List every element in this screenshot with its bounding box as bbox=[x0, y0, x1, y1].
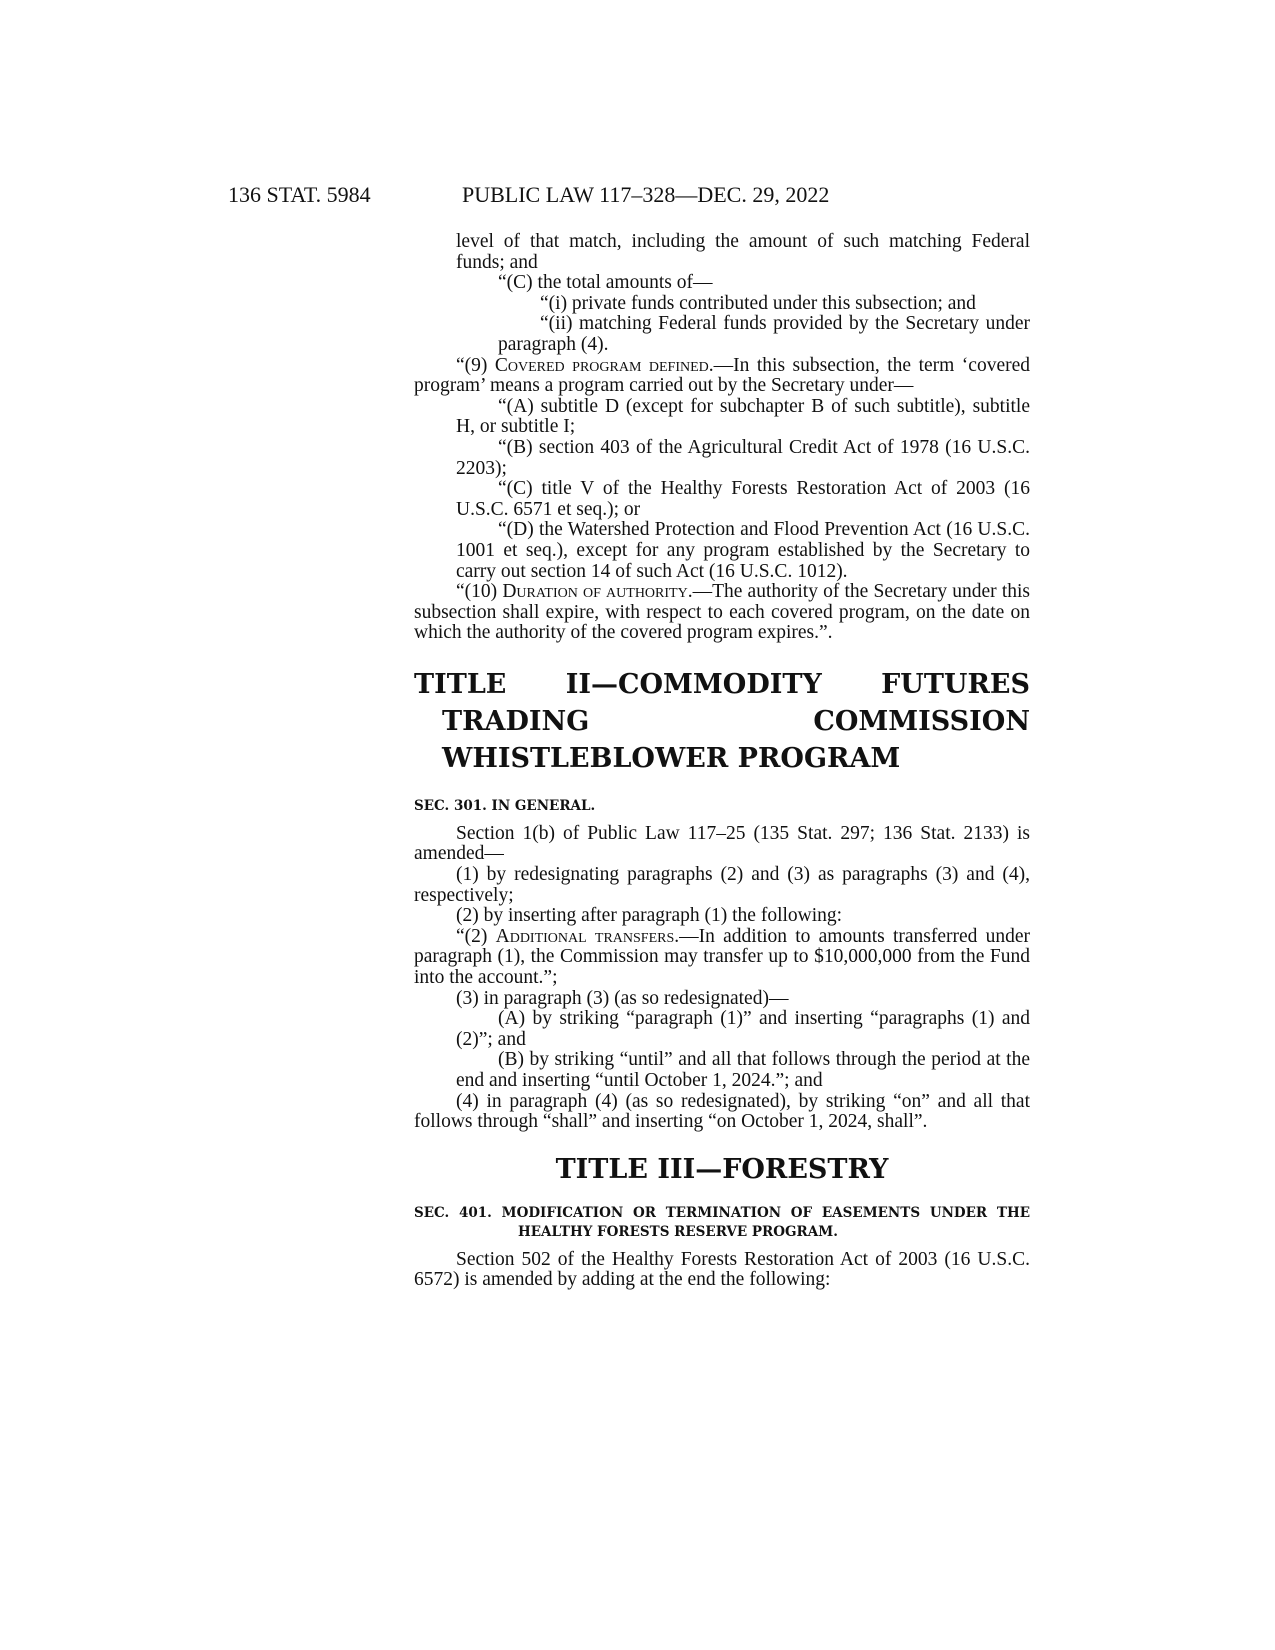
paragraph-9-text: .—In this subsection, the term ‘covered program’ means a program carried out by the Secretary under— bbox=[414, 354, 1030, 397]
amendment-3-b: (B) by striking “until” and all that follows through the period at the end and inserting “until October 1, 2024.”; and bbox=[456, 1049, 1030, 1091]
paragraph-10-number: “(10) bbox=[456, 581, 503, 603]
title-ii-heading: TITLE II—COMMODITY FUTURES TRADING COMMISSION WHISTLEBLOWER PROGRAM bbox=[414, 668, 1030, 774]
subparagraph-d: “(D) the Watershed Protection and Flood Prevention Act (16 U.S.C. 1001 et seq.), except for any program established by the Secretary to carry out section 14 of such Act (16 U.S.C. 1012). bbox=[456, 519, 1030, 582]
paragraph-9-number: “(9) bbox=[456, 354, 495, 376]
section-301-intro: Section 1(b) of Public Law 117–25 (135 Stat. 297; 136 Stat. 2133) is amended— bbox=[414, 822, 1030, 865]
running-head: PUBLIC LAW 117–328—DEC. 29, 2022 bbox=[462, 182, 830, 207]
paragraph-continuation: level of that match, including the amount of such matching Federal funds; and bbox=[456, 231, 1030, 273]
subparagraph-c: “(C) the total amounts of— bbox=[498, 272, 713, 294]
inserted-paragraph-2-text: .—In addition to amounts transferred under paragraph (1), the Commission may transfer up to $10,000,000 from the Fund into the account.”; bbox=[414, 925, 1031, 989]
paragraph-10-heading: Duration of authority bbox=[502, 581, 688, 603]
section-401-text: Section 502 of the Healthy Forests Restoration Act of 2003 (16 U.S.C. 6572) is amended by adding at the end the following: bbox=[414, 1248, 1030, 1291]
title-iii-heading: TITLE III—FORESTRY bbox=[555, 1153, 889, 1185]
paragraph-9 bbox=[414, 356, 1030, 397]
clause-i: “(i) private funds contributed under this subsection; and bbox=[540, 292, 976, 314]
section-301-heading: SEC. 301. IN GENERAL. bbox=[414, 797, 596, 814]
amendment-3-a: (A) by striking “paragraph (1)” and inserting “paragraphs (1) and (2)”; and bbox=[456, 1008, 1030, 1050]
section-401-heading: SEC. 401. MODIFICATION OR TERMINATION OF EASEMENTS UNDER THE HEALTHY FORESTS RESERVE PROGRAM. bbox=[414, 1204, 1030, 1240]
subparagraph-a: “(A) subtitle D (except for subchapter B of such subtitle), subtitle H, or subtitle I; bbox=[456, 395, 1030, 438]
amendment-4: (4) in paragraph (4) (as so redesignated), by striking “on” and all that follows through “shall” and inserting “on October 1, 2024, shall”. bbox=[414, 1090, 1030, 1133]
clause-ii: “(ii) matching Federal funds provided by the Secretary under paragraph (4). bbox=[498, 313, 1030, 355]
inserted-paragraph-2 bbox=[414, 927, 1030, 989]
paragraph-10 bbox=[414, 582, 1030, 644]
amendment-1: (1) by redesignating paragraphs (2) and (3) as paragraphs (3) and (4), respectively; bbox=[414, 864, 1030, 906]
page-reference: 136 STAT. 5984 bbox=[228, 182, 371, 207]
paragraph-9-heading: Covered program defined bbox=[494, 354, 709, 376]
subparagraph-c2: “(C) title V of the Healthy Forests Restoration Act of 2003 (16 U.S.C. 6571 et seq.); or bbox=[456, 478, 1030, 520]
page-body bbox=[414, 232, 1030, 1291]
subparagraph-b: “(B) section 403 of the Agricultural Credit Act of 1978 (16 U.S.C. 2203); bbox=[456, 436, 1030, 479]
amendment-3: (3) in paragraph (3) (as so redesignated)— bbox=[456, 987, 789, 1009]
inserted-paragraph-2-number: “(2) bbox=[456, 925, 496, 947]
amendment-2: (2) by inserting after paragraph (1) the following: bbox=[456, 905, 843, 927]
inserted-paragraph-2-heading: Additional transfers bbox=[495, 925, 675, 947]
paragraph-10-text: .—The authority of the Secretary under this subsection shall expire, with respect to each covered program, on the date on which the authority of the covered program expires.”. bbox=[414, 581, 1030, 644]
